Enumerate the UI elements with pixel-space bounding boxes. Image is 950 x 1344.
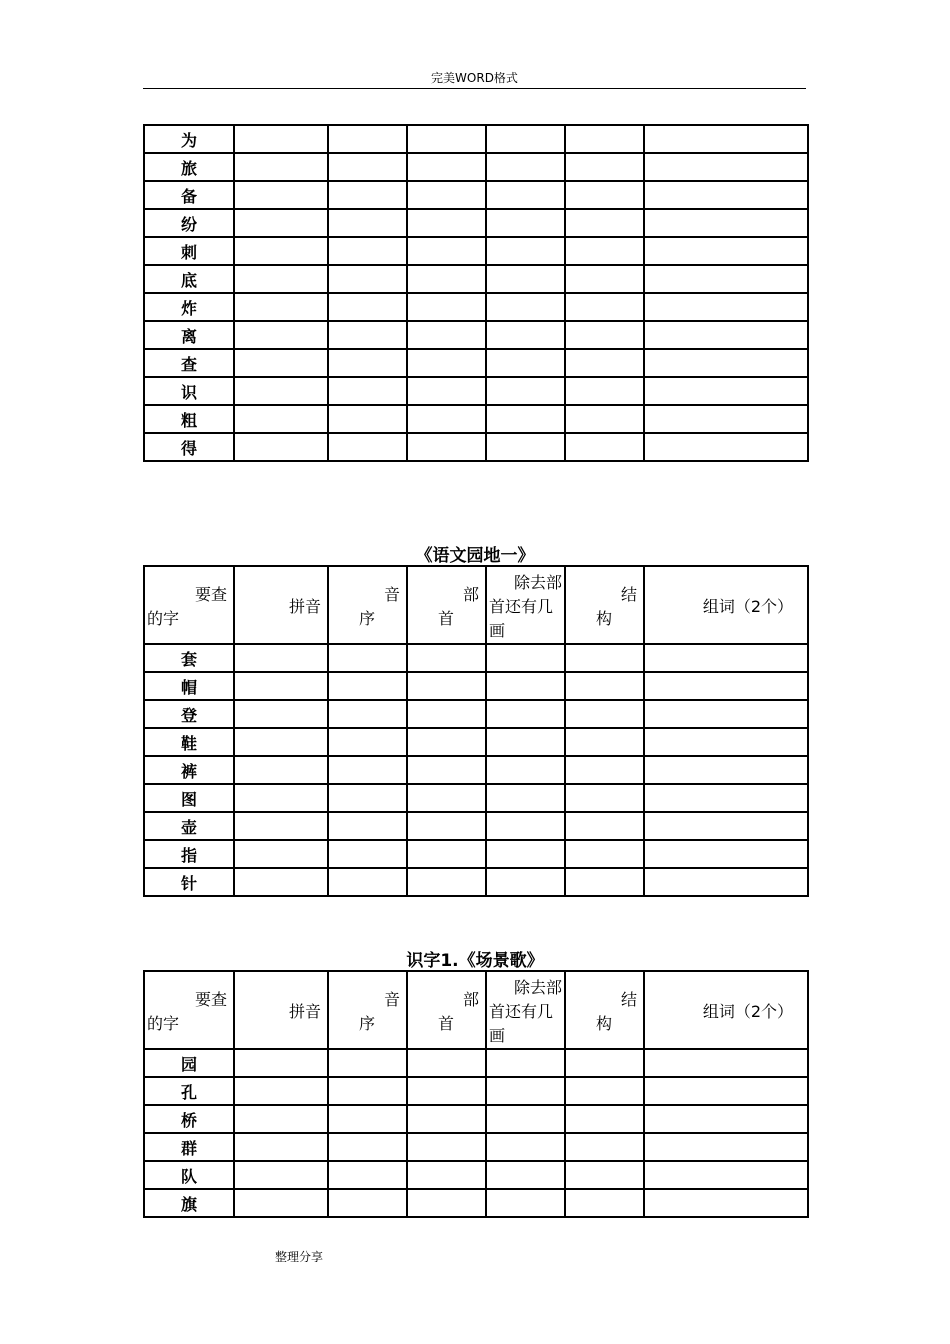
words-cell[interactable] <box>644 784 808 812</box>
header-char: 要查 的字 <box>144 566 234 644</box>
radical-cell[interactable] <box>407 840 486 868</box>
table-row <box>144 321 808 349</box>
structure-cell[interactable] <box>565 1077 644 1105</box>
table-row <box>144 784 808 812</box>
character-cell: 裤 <box>144 756 234 784</box>
radical-cell[interactable] <box>407 181 486 209</box>
radical-cell[interactable] <box>407 153 486 181</box>
character-cell: 得 <box>144 433 234 461</box>
table-row <box>144 868 808 896</box>
pinyin-cell[interactable] <box>234 1133 328 1161</box>
structure-cell[interactable] <box>565 812 644 840</box>
strokes-cell[interactable] <box>486 293 565 321</box>
char-table-3 <box>143 970 809 1218</box>
order-cell[interactable] <box>328 1133 407 1161</box>
strokes-cell[interactable] <box>486 840 565 868</box>
table-row <box>144 840 808 868</box>
words-cell[interactable] <box>644 1049 808 1077</box>
pinyin-cell[interactable] <box>234 265 328 293</box>
order-cell[interactable] <box>328 349 407 377</box>
pinyin-cell[interactable] <box>234 784 328 812</box>
radical-cell[interactable] <box>407 644 486 672</box>
radical-cell[interactable] <box>407 868 486 896</box>
radical-cell[interactable] <box>407 125 486 153</box>
words-cell[interactable] <box>644 728 808 756</box>
order-cell[interactable] <box>328 1077 407 1105</box>
character-cell: 粗 <box>144 405 234 433</box>
order-cell[interactable] <box>328 840 407 868</box>
character-cell: 离 <box>144 321 234 349</box>
strokes-cell[interactable] <box>486 812 565 840</box>
order-cell[interactable] <box>328 125 407 153</box>
radical-cell[interactable] <box>407 209 486 237</box>
words-cell[interactable] <box>644 756 808 784</box>
structure-cell[interactable] <box>565 672 644 700</box>
radical-cell[interactable] <box>407 377 486 405</box>
structure-cell[interactable] <box>565 433 644 461</box>
order-cell[interactable] <box>328 293 407 321</box>
order-cell[interactable] <box>328 756 407 784</box>
table-row <box>144 1105 808 1133</box>
order-cell[interactable] <box>328 784 407 812</box>
order-cell[interactable] <box>328 868 407 896</box>
structure-cell[interactable] <box>565 181 644 209</box>
table-row <box>144 349 808 377</box>
character-cell: 旅 <box>144 153 234 181</box>
character-cell: 纷 <box>144 209 234 237</box>
words-cell[interactable] <box>644 1077 808 1105</box>
pinyin-cell[interactable] <box>234 209 328 237</box>
pinyin-cell[interactable] <box>234 349 328 377</box>
words-cell[interactable] <box>644 1161 808 1189</box>
structure-cell[interactable] <box>565 125 644 153</box>
order-cell[interactable] <box>328 812 407 840</box>
order-cell[interactable] <box>328 672 407 700</box>
pinyin-cell[interactable] <box>234 728 328 756</box>
pinyin-cell[interactable] <box>234 1105 328 1133</box>
char-table-2 <box>143 565 809 897</box>
table-row <box>144 1189 808 1217</box>
words-cell[interactable] <box>644 125 808 153</box>
table-row <box>144 433 808 461</box>
radical-cell[interactable] <box>407 237 486 265</box>
strokes-cell[interactable] <box>486 1049 565 1077</box>
pinyin-cell[interactable] <box>234 868 328 896</box>
strokes-cell[interactable] <box>486 728 565 756</box>
structure-cell[interactable] <box>565 377 644 405</box>
strokes-cell[interactable] <box>486 377 565 405</box>
character-cell: 刺 <box>144 237 234 265</box>
radical-cell[interactable] <box>407 265 486 293</box>
char-table-1 <box>143 124 809 462</box>
structure-cell[interactable] <box>565 700 644 728</box>
structure-cell[interactable] <box>565 840 644 868</box>
strokes-cell[interactable] <box>486 265 565 293</box>
order-cell[interactable] <box>328 1189 407 1217</box>
radical-cell[interactable] <box>407 1049 486 1077</box>
radical-cell[interactable] <box>407 1133 486 1161</box>
pinyin-cell[interactable] <box>234 293 328 321</box>
order-cell[interactable] <box>328 237 407 265</box>
radical-cell[interactable] <box>407 321 486 349</box>
radical-cell[interactable] <box>407 700 486 728</box>
radical-cell[interactable] <box>407 433 486 461</box>
words-cell[interactable] <box>644 265 808 293</box>
words-cell[interactable] <box>644 377 808 405</box>
radical-cell[interactable] <box>407 784 486 812</box>
header-pinyin: 拼音 <box>234 971 328 1049</box>
words-cell[interactable] <box>644 181 808 209</box>
order-cell[interactable] <box>328 321 407 349</box>
pinyin-cell[interactable] <box>234 672 328 700</box>
header-radical: 部 首 <box>407 971 486 1049</box>
radical-cell[interactable] <box>407 349 486 377</box>
table-row <box>144 377 808 405</box>
order-cell[interactable] <box>328 209 407 237</box>
words-cell[interactable] <box>644 405 808 433</box>
strokes-cell[interactable] <box>486 181 565 209</box>
table-row <box>144 812 808 840</box>
header-order: 音 序 <box>328 971 407 1049</box>
character-cell: 登 <box>144 700 234 728</box>
character-cell: 桥 <box>144 1105 234 1133</box>
strokes-cell[interactable] <box>486 672 565 700</box>
strokes-cell[interactable] <box>486 321 565 349</box>
table-row <box>144 1161 808 1189</box>
words-cell[interactable] <box>644 321 808 349</box>
character-cell: 队 <box>144 1161 234 1189</box>
structure-cell[interactable] <box>565 728 644 756</box>
strokes-cell[interactable] <box>486 125 565 153</box>
strokes-cell[interactable] <box>486 1133 565 1161</box>
strokes-cell[interactable] <box>486 700 565 728</box>
character-cell: 为 <box>144 125 234 153</box>
character-cell: 炸 <box>144 293 234 321</box>
header-structure: 结 构 <box>565 971 644 1049</box>
character-cell: 备 <box>144 181 234 209</box>
character-cell: 群 <box>144 1133 234 1161</box>
table-header-row <box>144 566 808 644</box>
words-cell[interactable] <box>644 433 808 461</box>
structure-cell[interactable] <box>565 1049 644 1077</box>
structure-cell[interactable] <box>565 209 644 237</box>
character-cell: 查 <box>144 349 234 377</box>
pinyin-cell[interactable] <box>234 321 328 349</box>
pinyin-cell[interactable] <box>234 125 328 153</box>
header-char: 要查 的字 <box>144 971 234 1049</box>
structure-cell[interactable] <box>565 1161 644 1189</box>
order-cell[interactable] <box>328 181 407 209</box>
strokes-cell[interactable] <box>486 153 565 181</box>
table-row <box>144 125 808 153</box>
character-cell: 针 <box>144 868 234 896</box>
table-row <box>144 293 808 321</box>
structure-cell[interactable] <box>565 1189 644 1217</box>
words-cell[interactable] <box>644 672 808 700</box>
structure-cell[interactable] <box>565 321 644 349</box>
order-cell[interactable] <box>328 1049 407 1077</box>
table-row <box>144 265 808 293</box>
character-cell: 底 <box>144 265 234 293</box>
radical-cell[interactable] <box>407 1189 486 1217</box>
words-cell[interactable] <box>644 812 808 840</box>
structure-cell[interactable] <box>565 265 644 293</box>
character-cell: 图 <box>144 784 234 812</box>
table-row <box>144 153 808 181</box>
words-cell[interactable] <box>644 700 808 728</box>
strokes-cell[interactable] <box>486 756 565 784</box>
structure-cell[interactable] <box>565 784 644 812</box>
character-cell: 壶 <box>144 812 234 840</box>
words-cell[interactable] <box>644 153 808 181</box>
table-row <box>144 672 808 700</box>
radical-cell[interactable] <box>407 1105 486 1133</box>
section-title-changjing-ge: 识字1.《场景歌》 <box>406 951 544 971</box>
strokes-cell[interactable] <box>486 1189 565 1217</box>
words-cell[interactable] <box>644 840 808 868</box>
strokes-cell[interactable] <box>486 237 565 265</box>
strokes-cell[interactable] <box>486 433 565 461</box>
structure-cell[interactable] <box>565 405 644 433</box>
header-strokes: 除去部 首还有几画 <box>486 971 565 1049</box>
structure-cell[interactable] <box>565 644 644 672</box>
table-row <box>144 405 808 433</box>
order-cell[interactable] <box>328 153 407 181</box>
pinyin-cell[interactable] <box>234 237 328 265</box>
radical-cell[interactable] <box>407 728 486 756</box>
words-cell[interactable] <box>644 1105 808 1133</box>
order-cell[interactable] <box>328 1105 407 1133</box>
radical-cell[interactable] <box>407 812 486 840</box>
pinyin-cell[interactable] <box>234 433 328 461</box>
character-cell: 套 <box>144 644 234 672</box>
table-row <box>144 1049 808 1077</box>
order-cell[interactable] <box>328 377 407 405</box>
strokes-cell[interactable] <box>486 644 565 672</box>
words-cell[interactable] <box>644 293 808 321</box>
structure-cell[interactable] <box>565 349 644 377</box>
words-cell[interactable] <box>644 349 808 377</box>
pinyin-cell[interactable] <box>234 644 328 672</box>
pinyin-cell[interactable] <box>234 1049 328 1077</box>
radical-cell[interactable] <box>407 756 486 784</box>
header-order: 音 序 <box>328 566 407 644</box>
structure-cell[interactable] <box>565 153 644 181</box>
words-cell[interactable] <box>644 209 808 237</box>
words-cell[interactable] <box>644 1189 808 1217</box>
pinyin-cell[interactable] <box>234 1161 328 1189</box>
pinyin-cell[interactable] <box>234 840 328 868</box>
order-cell[interactable] <box>328 644 407 672</box>
structure-cell[interactable] <box>565 756 644 784</box>
section-title-yuwen-yuandi: 《语文园地一》 <box>415 546 535 566</box>
pinyin-cell[interactable] <box>234 1189 328 1217</box>
strokes-cell[interactable] <box>486 1161 565 1189</box>
table-row <box>144 181 808 209</box>
structure-cell[interactable] <box>565 1105 644 1133</box>
table-row <box>144 209 808 237</box>
pinyin-cell[interactable] <box>234 700 328 728</box>
words-cell[interactable] <box>644 644 808 672</box>
page-header: 完美WORD格式 <box>143 68 806 89</box>
structure-cell[interactable] <box>565 1133 644 1161</box>
radical-cell[interactable] <box>407 405 486 433</box>
structure-cell[interactable] <box>565 868 644 896</box>
table-row <box>144 1133 808 1161</box>
header-pinyin: 拼音 <box>234 566 328 644</box>
pinyin-cell[interactable] <box>234 181 328 209</box>
strokes-cell[interactable] <box>486 868 565 896</box>
character-cell: 旗 <box>144 1189 234 1217</box>
pinyin-cell[interactable] <box>234 812 328 840</box>
header-radical: 部 首 <box>407 566 486 644</box>
page-footer: 整理分享 <box>275 1250 324 1264</box>
structure-cell[interactable] <box>565 237 644 265</box>
strokes-cell[interactable] <box>486 405 565 433</box>
strokes-cell[interactable] <box>486 784 565 812</box>
order-cell[interactable] <box>328 405 407 433</box>
radical-cell[interactable] <box>407 672 486 700</box>
strokes-cell[interactable] <box>486 1105 565 1133</box>
table-row <box>144 644 808 672</box>
words-cell[interactable] <box>644 1133 808 1161</box>
character-cell: 指 <box>144 840 234 868</box>
pinyin-cell[interactable] <box>234 756 328 784</box>
radical-cell[interactable] <box>407 1161 486 1189</box>
header-strokes: 除去部 首还有几画 <box>486 566 565 644</box>
header-structure: 结 构 <box>565 566 644 644</box>
table-row <box>144 728 808 756</box>
header-words: 组词（2个） <box>644 971 808 1049</box>
pinyin-cell[interactable] <box>234 153 328 181</box>
radical-cell[interactable] <box>407 293 486 321</box>
character-cell: 识 <box>144 377 234 405</box>
strokes-cell[interactable] <box>486 349 565 377</box>
table-row <box>144 756 808 784</box>
character-cell: 帽 <box>144 672 234 700</box>
pinyin-cell[interactable] <box>234 1077 328 1105</box>
words-cell[interactable] <box>644 868 808 896</box>
order-cell[interactable] <box>328 1161 407 1189</box>
structure-cell[interactable] <box>565 293 644 321</box>
pinyin-cell[interactable] <box>234 405 328 433</box>
table-row <box>144 237 808 265</box>
radical-cell[interactable] <box>407 1077 486 1105</box>
character-cell: 孔 <box>144 1077 234 1105</box>
table-row <box>144 700 808 728</box>
words-cell[interactable] <box>644 237 808 265</box>
character-cell: 鞋 <box>144 728 234 756</box>
strokes-cell[interactable] <box>486 1077 565 1105</box>
order-cell[interactable] <box>328 433 407 461</box>
order-cell[interactable] <box>328 265 407 293</box>
table-header-row <box>144 971 808 1049</box>
order-cell[interactable] <box>328 728 407 756</box>
pinyin-cell[interactable] <box>234 377 328 405</box>
table-row <box>144 1077 808 1105</box>
character-cell: 园 <box>144 1049 234 1077</box>
strokes-cell[interactable] <box>486 209 565 237</box>
order-cell[interactable] <box>328 700 407 728</box>
header-words: 组词（2个） <box>644 566 808 644</box>
